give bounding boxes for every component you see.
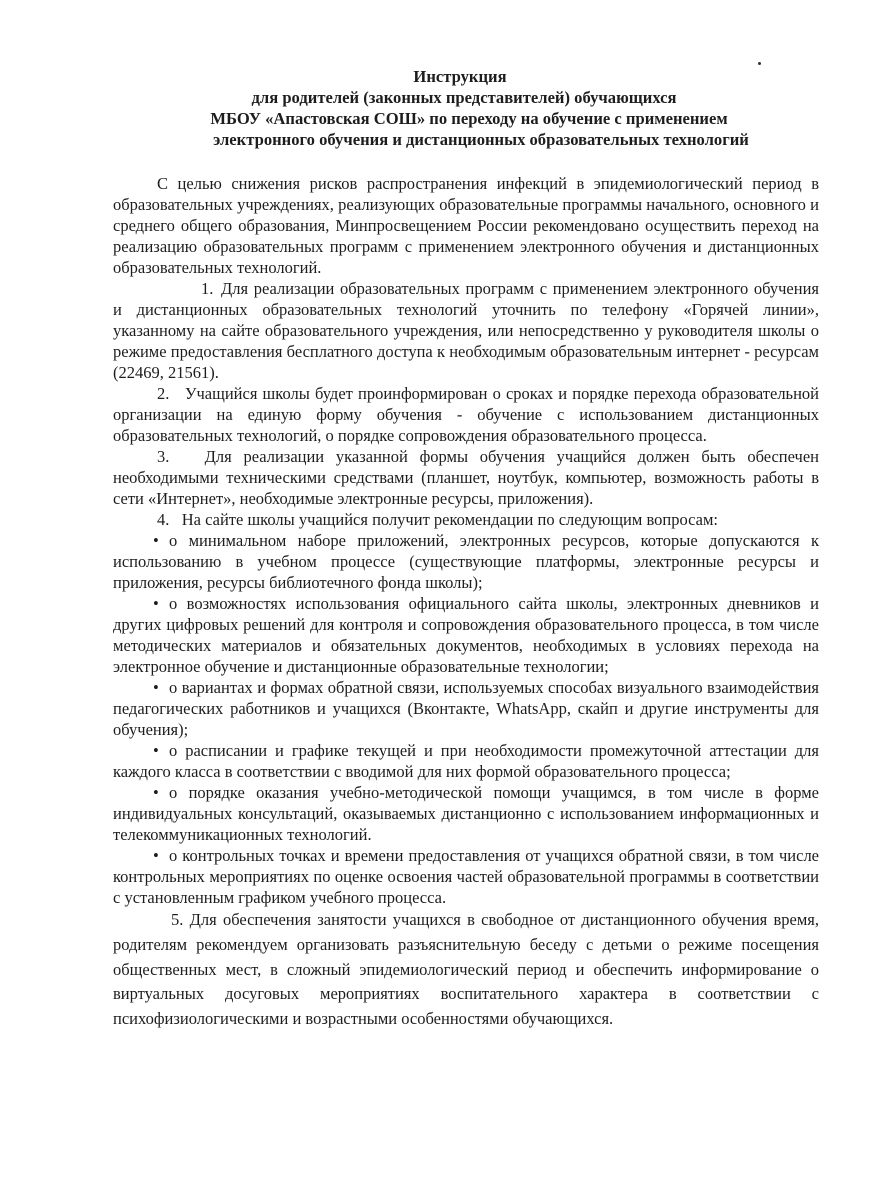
bullet-icon: • xyxy=(153,531,159,550)
bullet-text: о контрольных точках и времени предоставления от учащихся обратной связи, в том числе контрольных мероприятиях по оценке освоения частей образовательной программы в соответствии с установленным графиком учебного процесса. xyxy=(113,846,819,907)
scan-speck xyxy=(758,62,761,65)
item-5-number: 5. xyxy=(171,910,184,929)
intro-paragraph: С целью снижения рисков распространения инфекций в эпидемиологический период в образовательных учреждениях, реализующих образовательные программы начального, основного и среднего общего образования, Минпросвещением России рекомендовано осуществить переход на реализацию образовательных программ с применением электронного обучения и дистанционных образовательных технологий. xyxy=(113,174,819,277)
title-line-2: для родителей (законных представителей) обучающихся xyxy=(251,88,677,107)
document-title xyxy=(100,66,820,150)
bullet-text: о вариантах и формах обратной связи, используемых способах визуального взаимодействия педагогических работников и учащихся (Вконтакте, WhatsApp, скайп и другие инструменты для обучения); xyxy=(113,678,819,739)
bullet-text: о порядке оказания учебно-методической помощи учащимся, в том числе в форме индивидуальных консультаций, оказываемых дистанционно с использованием информационных и телекоммуникационных технологий. xyxy=(113,783,819,844)
bullet-icon: • xyxy=(153,594,159,613)
item-3-text: Для реализации указанной формы обучения учащийся должен быть обеспечен необходимыми техническими средствами (планшет, ноутбук, компьютер, возможность работы в сети «Интернет», необходимые электронные ресурсы, приложения). xyxy=(113,447,820,508)
item-2 xyxy=(113,383,819,446)
bullet-item xyxy=(113,593,819,677)
title-line-1: Инструкция xyxy=(413,67,507,86)
item-3 xyxy=(113,446,819,509)
bullet-icon: • xyxy=(153,783,159,802)
item-1-number: 1. xyxy=(201,279,214,298)
title-line-4: электронного обучения и дистанционных образовательных технологий xyxy=(213,130,749,149)
item-1 xyxy=(113,278,819,383)
document-body xyxy=(113,173,819,1032)
bullet-text: о возможностях использования официального сайта школы, электронных дневников и других цифровых решений для контроля и сопровождения образовательного процесса, в том числе методических материалов и обязательных документов, необходимых в условиях перехода на электронное обучение и дистанционные образовательные технологии; xyxy=(113,594,819,676)
bullet-icon: • xyxy=(153,846,159,865)
bullet-icon: • xyxy=(153,741,159,760)
item-2-text: Учащийся школы будет проинформирован о сроках и порядке перехода образовательной организации на единую форму обучения - обучение с использованием дистанционных образовательных технологий, о порядке сопровождения образовательного процесса. xyxy=(113,384,819,445)
item-5-text: Для обеспечения занятости учащихся в свободное от дистанционного обучения время, родителям рекомендуем организовать разъяснительную беседу с детьми о режиме посещения общественных мест, в сложный эпидемиологический период и обеспечить информирование о виртуальных досуговых мероприятиях воспитательного характера в соответствии с психофизиологическими и возрастными особенностями обучающихся. xyxy=(113,910,819,1029)
item-4 xyxy=(113,509,819,530)
item-3-number: 3. xyxy=(157,447,170,466)
bullet-item xyxy=(113,782,819,845)
item-5 xyxy=(113,908,819,1032)
bullet-text: о минимальном наборе приложений, электронных ресурсов, которые допускаются к использованию в учебном процессе (существующие платформы, электронные ресурсы и приложения, ресурсы библиотечного фонда школы); xyxy=(113,531,819,592)
title-line-3: МБОУ «Апастовская СОШ» по переходу на обучение с применением xyxy=(210,109,728,128)
bullet-item xyxy=(113,677,819,740)
bullet-item xyxy=(113,530,819,593)
bullet-item xyxy=(113,740,819,782)
item-4-text: На сайте школы учащийся получит рекомендации по следующим вопросам: xyxy=(181,510,718,529)
item-4-number: 4. xyxy=(157,510,170,529)
bullet-text: о расписании и графике текущей и при необходимости промежуточной аттестации для каждого класса в соответствии с вводимой для них формой образовательного процесса; xyxy=(113,741,819,781)
item-2-number: 2. xyxy=(157,384,170,403)
bullet-item xyxy=(113,845,819,908)
bullet-icon: • xyxy=(153,678,159,697)
item-1-text: Для реализации образовательных программ с применением электронного обучения и дистанционных образовательных технологий уточнить по телефону «Горячей линии», указанному на сайте образовательного учреждения, или непосредственно у руководителя школы о режиме предоставления бесплатного доступа к необходимым образовательным интернет - ресурсам (22469, 21561). xyxy=(113,279,819,382)
